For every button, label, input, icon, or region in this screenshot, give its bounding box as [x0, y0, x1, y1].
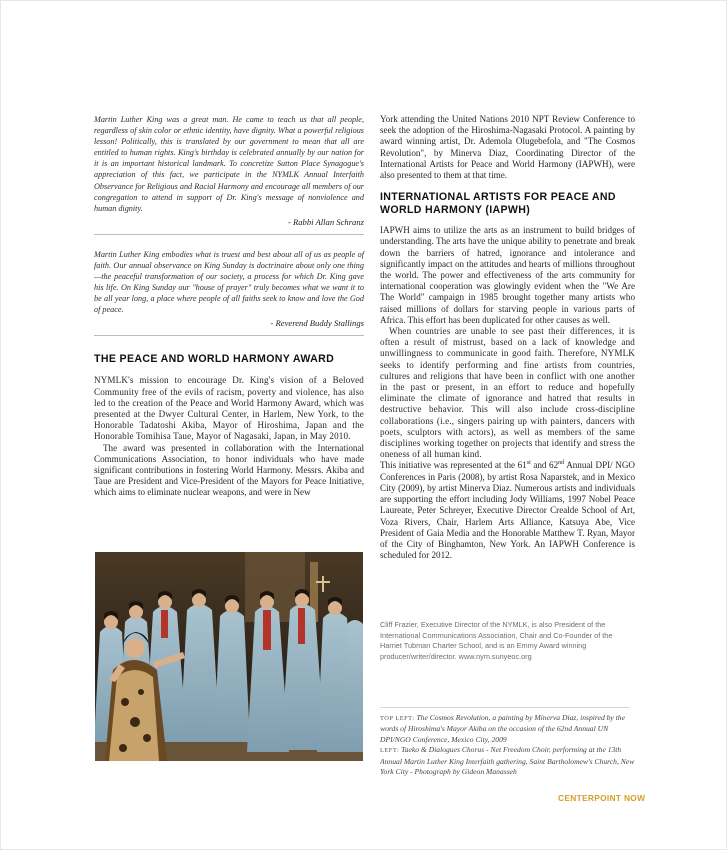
- p3-text-a: This initiative was represented at the 61: [380, 460, 527, 471]
- caption-top-left-text: The Cosmos Revolution, a painting by Minerva Diaz, inspired by the words of Hiroshima's Mayor Akiba on the occasion of the 62nd Annual UN DPI/NGO Conference, Mexico City, 2009: [380, 713, 625, 744]
- award-continuation: York attending the United Nations 2010 NPT Review Conference to seek the adoption of the Hiroshima-Nagasaki Protocol. A painting by award winning artist, Dr. Ademola Olugebefola, and "The Cosmos Revolution", by Minerva Diaz, Coordinating Director of the International Artists for Peace and World Harmony (IAPWH), were also presented to them at that time.: [380, 114, 635, 181]
- caption-left-label: LEFT:: [380, 747, 400, 755]
- divider: [94, 335, 364, 336]
- choir-photo: [95, 552, 363, 761]
- author-bio: Cliff Frazier, Executive Director of the NYMLK, is also President of the International Communications Association, Chair and Co-Founder of the Harriet Tubman Charter School, and is an Emmy Award winning producer/writer/director. www.nym.sunyeoc.org: [380, 620, 613, 661]
- caption-divider: [380, 707, 630, 708]
- quote-schranz-attribution: - Rabbi Allan Schranz: [288, 216, 364, 227]
- iapwh-paragraph-2: When countries are unable to see past their differences, it is often a result of mistrust, based on a lack of knowledge and unwillingness to communicate in good faith. Therefore, NYMLK seeks to identify performing and fine artists from countries, cultures and religions that have been in conflict with one another in the past or present, in an effort to reduce and hopefully eliminate the climate of ignorance and hatred that results in destructive behavior. This will also include cross-discipline collaborations (i.e., singers pairing up with painters, dancers with poets, sculptors with actors), as well as members of the same disciplines working together on projects that identify and stress the oneness of all human kind.: [380, 326, 635, 460]
- iapwh-paragraph-1: IAPWH aims to utilize the arts as an instrument to build bridges of understanding. The arts have the unique ability to penetrate and break down the barriers of hatred, ignorance and intolerance and significantly impact on the attitudes and hearts of millions throughout the world. The power and effectiveness of the arts community for international cooperation was glowingly evident when the "We Are The World" campaign in 1985 brought together many artists who raised millions of dollars for starving people in various parts of Africa. This effort has been duplicated for other causes as well.: [380, 225, 635, 325]
- p3-text-c: Annual DPI/ NGO Conferences in Paris (2008), by artist Rosa Naparstek, and in Mexico City (2009), by artist Minerva Diaz. Numerous artists and individuals are supporting the effort including Jody Williams, 1997 Nobel Peace Laureate, Peter Schreyer, Executive Director Crealde School of Art, Voza Rivers, Chair, Harlem Arts Alliance, Katsuya Abe, Vice President of Gaia Media and the Honorable Matthew T. Ryan, Mayor of the City of Binghamton, New York. An IAPWH Conference is scheduled for 2012.: [380, 460, 635, 561]
- divider: [94, 234, 364, 235]
- peace-award-paragraph-2: The award was presented in collaboration with the International Communications Association, to honor individuals who have made significant contributions in fostering World Harmony. Messrs. Akiba and Taue are President and Vice-President of the Mayors for Peace Initiative, which aims to eliminate nuclear weapons, and were in New: [94, 442, 364, 498]
- caption-left-text: Taeko & Dialogues Chorus - Net Freedom Choir, performing at the 13th Annual Martin Luther King Interfaith gathering, Saint Bartholomew's Church, New York City - Photograph by Gideon Manasseh: [380, 745, 635, 777]
- iapwh-heading: INTERNATIONAL ARTISTS FOR PEACE AND WORLD HARMONY (IAPWH): [380, 191, 616, 217]
- footer-publication-name: CENTERPOINT NOW: [558, 793, 646, 803]
- choir-photo-illustration: [95, 552, 363, 761]
- photo-captions: [380, 713, 640, 777]
- p3-sup-nd: nd: [558, 460, 565, 467]
- iapwh-paragraph-3: [380, 460, 635, 561]
- peace-award-paragraph-1: NYMLK's mission to encourage Dr. King's vision of a Beloved Community free of the evils of racism, poverty and violence, has also led to the creation of the Peace and World Harmony Award, which was presented at the Dwyer Cultural Center, in Harlem, New York, to the Honorable Tadatoshi Akiba, Mayor of Hiroshima, Japan and the Honorable Tomihisa Taue, Mayor of Nagasaki, Japan, in May 2010.: [94, 375, 364, 442]
- left-column: [94, 114, 364, 499]
- quote-stallings: Martin Luther King embodies what is truest and best about all of us as people of faith. Our annual observance on King Sunday is doctrinaire about only one thing—the peaceful transformation of our society, a process for which Dr. King gave his life. On King Sunday our "house of prayer" truly becomes what we want it to be all year long, a place where people of all faiths seek to know and love the God of peace.: [94, 249, 364, 315]
- caption-top-left-label: TOP LEFT:: [380, 715, 415, 722]
- p3-text-b: and 62: [530, 460, 559, 471]
- right-column: [380, 114, 635, 561]
- quote-stallings-attribution: - Reverend Buddy Stallings: [270, 318, 364, 329]
- quote-schranz: Martin Luther King was a great man. He came to teach us that all people, regardless of skin color or ethnic identity, have dignity. What a powerful religious lesson! Politically, this is translated by our government to mean that all are entitled to human rights. King's birthday is celebrated annually by our nation for it is an important historical landmark. To concretize Sutton Place Synagogue's appreciation of this fact, we participate in the NYMLK Annual Interfaith Observance for Religious and Racial Harmony and encourage all members of our congregation to attend in support of Dr. King's message of nonviolence and human dignity.: [94, 115, 364, 213]
- peace-award-heading: THE PEACE AND WORLD HARMONY AWARD: [94, 353, 335, 366]
- p3-sup-st: st: [526, 460, 531, 467]
